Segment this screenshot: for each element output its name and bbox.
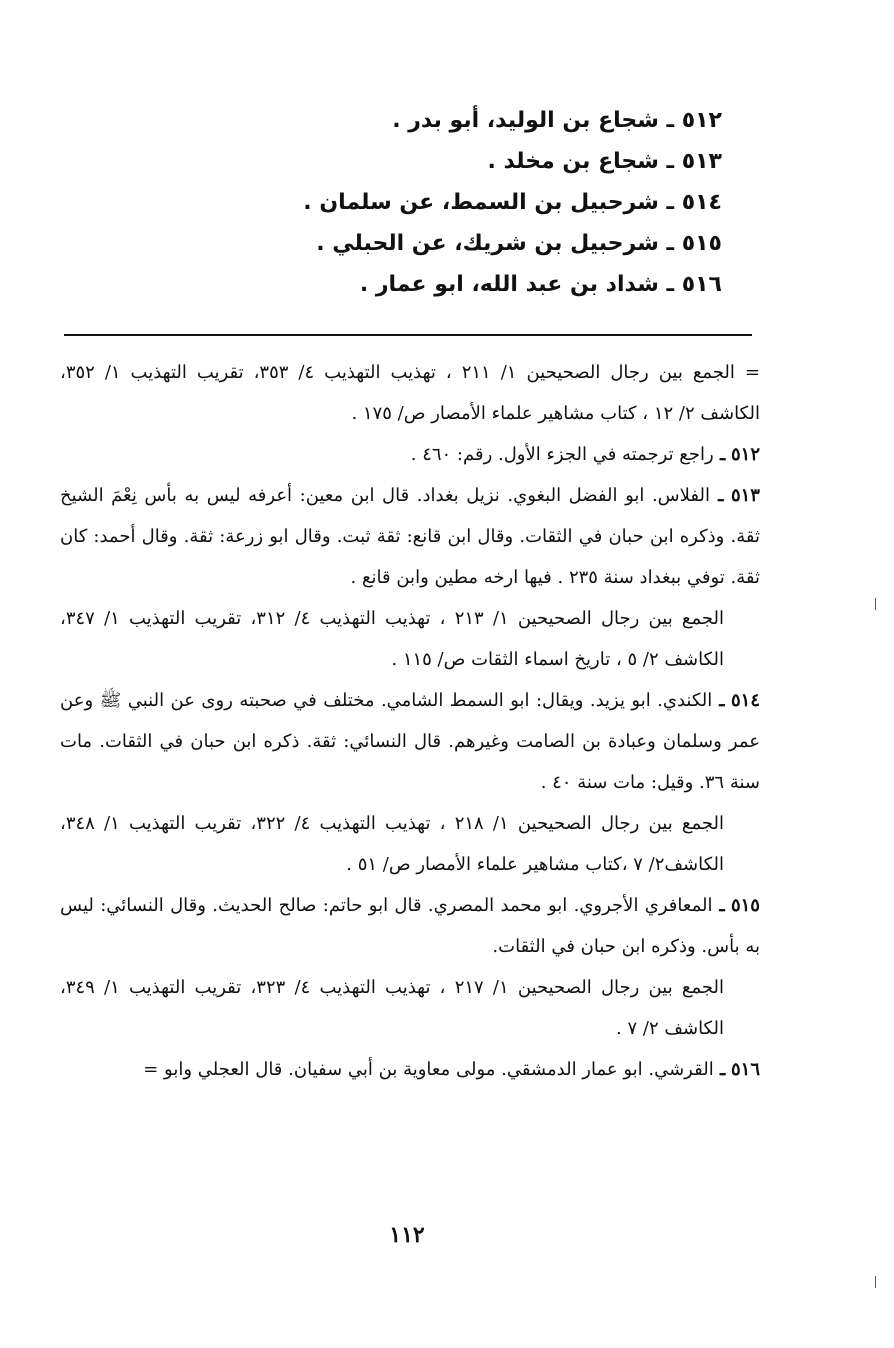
footnote-number: ٥١٥ bbox=[730, 895, 760, 916]
footnote-number: ٥١٦ bbox=[730, 1059, 760, 1080]
footnote-text: المعافري الأجروي. ابو محمد المصري. قال ابو حاتم: صالح الحديث. وقال النسائي: ليس به بأس. وذكره ابن حبان في الثقات. bbox=[60, 895, 760, 957]
main-entry: ٥١٣ ـ شجاع بن مخلد . bbox=[487, 149, 722, 174]
footnote-514-refs: الجمع بين رجال الصحيحين ١/ ٢١٨ ، تهذيب التهذيب ٤/ ٣٢٢، تقريب التهذيب ١/ ٣٤٨، الكاشف٢/ ٧ ،كتاب مشاهير علماء الأمصار ص/ ٥١ . bbox=[60, 813, 724, 875]
footnote-number: ٥١٣ bbox=[730, 485, 760, 506]
main-entry: ٥١٢ ـ شجاع بن الوليد، أبو بدر . bbox=[392, 108, 722, 133]
footnote-text: الفلاس. ابو الفضل البغوي. نزيل بغداد. قال ابن معين: أعرفه ليس به بأس نِعْمَ الشيخ ثقة. وذكره ابن حبان في الثقات. وقال ابن قانع: ثقة ثبت. وقال ابو زرعة: ثقة. وقال أحمد: كان ثقة. توفي ببغداد سنة ٢٣٥ . فيها ارخه مطين وابن قانع . bbox=[60, 485, 760, 588]
dash: ـ bbox=[713, 444, 726, 465]
scan-mark bbox=[875, 1276, 876, 1288]
footnote-number: ٥١٢ bbox=[730, 444, 760, 465]
dash: ـ bbox=[713, 1059, 726, 1080]
footnote-512 bbox=[60, 434, 760, 475]
footnote-text: القرشي. ابو عمار الدمشقي. مولى معاوية بن أبي سفيان. قال العجلي وابو = bbox=[143, 1059, 714, 1080]
footnote-513-refs: الجمع بين رجال الصحيحين ١/ ٢١٣ ، تهذيب التهذيب ٤/ ٣١٢، تقريب التهذيب ١/ ٣٤٧، الكاشف ٢/ ٥ ، تاريخ اسماء الثقات ص/ ١١٥ . bbox=[60, 608, 724, 670]
footnote-516 bbox=[60, 1049, 760, 1090]
main-entry: ٥١٥ ـ شرحبيل بن شريك، عن الحبلي . bbox=[316, 231, 722, 256]
dash: ـ bbox=[712, 895, 725, 916]
footnote-text: راجع ترجمته في الجزء الأول. رقم: ٤٦٠ . bbox=[410, 444, 714, 465]
scan-mark bbox=[875, 598, 876, 610]
continuation-mark: = bbox=[744, 362, 761, 383]
main-entry: ٥١٦ ـ شداد بن عبد الله، ابو عمار . bbox=[359, 272, 722, 297]
main-entry: ٥١٤ ـ شرحبيل بن السمط، عن سلمان . bbox=[303, 190, 722, 215]
footnote-text: الكندي. ابو يزيد. ويقال: ابو السمط الشامي. مختلف في صحبته روى عن النبي ﷺ وعن عمر وسلمان وعبادة بن الصامت وغيرهم. قال النسائي: ثقة. ذكره ابن حبان في الثقات. مات سنة ٣٦. وقيل: مات سنة ٤٠ . bbox=[60, 690, 760, 793]
footnote-515 bbox=[60, 885, 760, 967]
footnote-number: ٥١٤ bbox=[730, 690, 760, 711]
footnote-514 bbox=[60, 680, 760, 803]
footnote-divider bbox=[64, 334, 752, 336]
footnotes bbox=[60, 352, 760, 1090]
footnote-515-refs: الجمع بين رجال الصحيحين ١/ ٢١٧ ، تهذيب التهذيب ٤/ ٣٢٣، تقريب التهذيب ١/ ٣٤٩، الكاشف ٢/ ٧ . bbox=[60, 977, 724, 1039]
main-entry-list bbox=[122, 100, 722, 305]
footnote-text: الجمع بين رجال الصحيحين ١/ ٢١١ ، تهذيب التهذيب ٤/ ٣٥٣، تقريب التهذيب ١/ ٣٥٢، الكاشف ٢/ ١٢ ، كتاب مشاهير علماء الأمصار ص/ ١٧٥ . bbox=[60, 362, 760, 424]
footnote-continuation bbox=[60, 352, 760, 434]
footnote-513 bbox=[60, 475, 760, 598]
page-number: ١١٢ bbox=[389, 1222, 425, 1248]
dash: ـ bbox=[712, 690, 725, 711]
dash: ـ bbox=[709, 485, 724, 506]
